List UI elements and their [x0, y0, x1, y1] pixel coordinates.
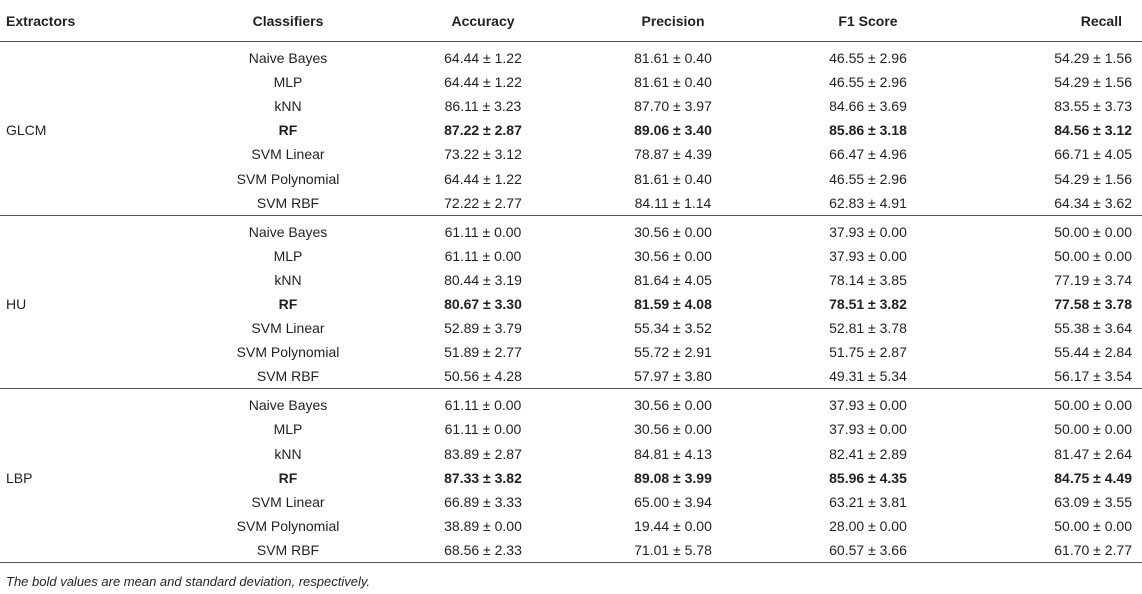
accuracy-cell: 52.89 ± 3.79: [444, 320, 522, 337]
accuracy-cell: 87.33 ± 3.82: [444, 469, 522, 486]
accuracy-cell: 61.11 ± 0.00: [444, 421, 522, 438]
header-classifiers: Classifiers: [188, 0, 388, 42]
header-extractors: Extractors: [0, 0, 188, 42]
accuracy-cell: 64.44 ± 1.22: [444, 74, 522, 91]
recall-cell: 54.29 ± 1.56: [1054, 74, 1132, 91]
f1-score-cell: 63.21 ± 3.81: [829, 493, 907, 510]
f1-score-cell: 51.75 ± 2.87: [829, 344, 907, 361]
accuracy-cell: 64.44 ± 1.22: [444, 170, 522, 187]
extractor-cell: HU: [0, 215, 188, 389]
precision-cell: 84.11 ± 1.14: [578, 191, 768, 216]
classifier-cell: SVM Linear: [251, 493, 325, 510]
accuracy-cell: 72.22 ± 2.77: [388, 191, 578, 216]
header-f1-score: F1 Score: [768, 0, 968, 42]
accuracy-cell: 86.11 ± 3.23: [444, 98, 522, 115]
header-precision: Precision: [578, 0, 768, 42]
classifier-cell: kNN: [274, 98, 302, 115]
precision-cell: 81.64 ± 4.05: [634, 271, 712, 288]
f1-score-cell: 46.55 ± 2.96: [829, 170, 907, 187]
accuracy-cell: 61.11 ± 0.00: [444, 223, 522, 240]
precision-cell: 19.44 ± 0.00: [634, 517, 712, 534]
classifier-cell: RF: [278, 122, 298, 139]
accuracy-cell: 80.44 ± 3.19: [444, 271, 522, 288]
recall-cell: 84.75 ± 4.49: [1054, 469, 1132, 486]
f1-score-cell: 82.41 ± 2.89: [829, 445, 907, 462]
classifier-cell: RF: [278, 295, 298, 312]
precision-cell: 65.00 ± 3.94: [634, 493, 712, 510]
classifier-cell: MLP: [273, 74, 303, 91]
classifier-cell: SVM Polynomial: [236, 517, 340, 534]
f1-score-cell: 37.93 ± 0.00: [829, 397, 907, 414]
f1-score-cell: 46.55 ± 2.96: [829, 74, 907, 91]
classifier-cell: SVM Polynomial: [236, 170, 340, 187]
accuracy-cell: 73.22 ± 3.12: [444, 146, 522, 163]
precision-cell: 81.61 ± 0.40: [634, 170, 712, 187]
precision-cell: 30.56 ± 0.00: [634, 421, 712, 438]
classifier-cell: SVM RBF: [188, 364, 388, 389]
f1-score-cell: 60.57 ± 3.66: [768, 538, 968, 563]
accuracy-cell: 61.11 ± 0.00: [444, 247, 522, 264]
precision-cell: 81.61 ± 0.40: [634, 74, 712, 91]
table-row: [0, 215, 1142, 244]
f1-score-cell: 46.55 ± 2.96: [829, 50, 907, 67]
recall-cell: 55.38 ± 3.64: [1054, 320, 1132, 337]
classifier-cell: MLP: [273, 421, 303, 438]
classifier-cell: SVM RBF: [188, 191, 388, 216]
precision-cell: 30.56 ± 0.00: [634, 397, 712, 414]
f1-score-cell: 37.93 ± 0.00: [829, 247, 907, 264]
precision-cell: 30.56 ± 0.00: [634, 223, 712, 240]
f1-score-cell: 85.86 ± 3.18: [829, 122, 907, 139]
recall-cell: 84.56 ± 3.12: [1054, 122, 1132, 139]
recall-cell: 50.00 ± 0.00: [1054, 247, 1132, 264]
precision-cell: 84.81 ± 4.13: [634, 445, 712, 462]
accuracy-cell: 87.22 ± 2.87: [444, 122, 522, 139]
recall-cell: 50.00 ± 0.00: [1054, 397, 1132, 414]
recall-cell: 63.09 ± 3.55: [1054, 493, 1132, 510]
recall-cell: 77.19 ± 3.74: [1054, 271, 1132, 288]
recall-cell: 81.47 ± 2.64: [1054, 445, 1132, 462]
f1-score-cell: 78.14 ± 3.85: [829, 271, 907, 288]
f1-score-cell: 49.31 ± 5.34: [768, 364, 968, 389]
recall-cell: 83.55 ± 3.73: [1054, 98, 1132, 115]
classifier-cell: kNN: [274, 271, 302, 288]
accuracy-cell: 51.89 ± 2.77: [444, 344, 522, 361]
precision-cell: 78.87 ± 4.39: [634, 146, 712, 163]
precision-cell: 89.06 ± 3.40: [634, 122, 712, 139]
precision-cell: 55.34 ± 3.52: [634, 320, 712, 337]
precision-cell: 30.56 ± 0.00: [634, 247, 712, 264]
classifier-cell: RF: [278, 469, 298, 486]
f1-score-cell: 85.96 ± 4.35: [829, 469, 907, 486]
header-row: [0, 0, 1142, 42]
accuracy-cell: 38.89 ± 0.00: [444, 517, 522, 534]
accuracy-cell: 68.56 ± 2.33: [388, 538, 578, 563]
recall-cell: 54.29 ± 1.56: [1054, 50, 1132, 67]
table-footnote: The bold values are mean and standard deviation, respectively.: [6, 574, 370, 589]
recall-cell: 55.44 ± 2.84: [1054, 344, 1132, 361]
recall-cell: 61.70 ± 2.77: [968, 538, 1142, 563]
classifier-cell: SVM RBF: [188, 538, 388, 563]
recall-cell: 54.29 ± 1.56: [1054, 170, 1132, 187]
f1-score-cell: 78.51 ± 3.82: [829, 295, 907, 312]
f1-score-cell: 84.66 ± 3.69: [829, 98, 907, 115]
classifier-cell: kNN: [274, 445, 302, 462]
accuracy-cell: 61.11 ± 0.00: [444, 397, 522, 414]
classifier-cell: SVM Polynomial: [236, 344, 340, 361]
precision-cell: 71.01 ± 5.78: [578, 538, 768, 563]
recall-cell: 50.00 ± 0.00: [1054, 223, 1132, 240]
f1-score-cell: 28.00 ± 0.00: [829, 517, 907, 534]
accuracy-cell: 50.56 ± 4.28: [388, 364, 578, 389]
f1-score-cell: 52.81 ± 3.78: [829, 320, 907, 337]
f1-score-cell: 66.47 ± 4.96: [829, 146, 907, 163]
accuracy-cell: 66.89 ± 3.33: [444, 493, 522, 510]
extractor-cell: GLCM: [0, 42, 188, 216]
classifier-cell: SVM Linear: [251, 146, 325, 163]
f1-score-cell: 62.83 ± 4.91: [768, 191, 968, 216]
recall-cell: 77.58 ± 3.78: [1054, 295, 1132, 312]
recall-cell: 64.34 ± 3.62: [968, 191, 1142, 216]
precision-cell: 89.08 ± 3.99: [634, 469, 712, 486]
precision-cell: 81.59 ± 4.08: [634, 295, 712, 312]
recall-cell: 50.00 ± 0.00: [1054, 517, 1132, 534]
extractor-cell: LBP: [0, 389, 188, 563]
f1-score-cell: 37.93 ± 0.00: [829, 421, 907, 438]
precision-cell: 57.97 ± 3.80: [578, 364, 768, 389]
table-row: [0, 42, 1142, 71]
accuracy-cell: 64.44 ± 1.22: [444, 50, 522, 67]
precision-cell: 87.70 ± 3.97: [634, 98, 712, 115]
precision-cell: 55.72 ± 2.91: [634, 344, 712, 361]
table-body: [0, 42, 1142, 563]
classifier-cell: Naive Bayes: [248, 223, 328, 240]
table-row: [0, 389, 1142, 418]
classifier-cell: Naive Bayes: [248, 50, 328, 67]
f1-score-cell: 37.93 ± 0.00: [829, 223, 907, 240]
header-recall: Recall: [968, 0, 1142, 42]
recall-cell: 56.17 ± 3.54: [968, 364, 1142, 389]
classifier-cell: SVM Linear: [251, 320, 325, 337]
accuracy-cell: 80.67 ± 3.30: [444, 295, 522, 312]
classifier-cell: MLP: [273, 247, 303, 264]
accuracy-cell: 83.89 ± 2.87: [444, 445, 522, 462]
recall-cell: 66.71 ± 4.05: [1054, 146, 1132, 163]
classifier-cell: Naive Bayes: [248, 397, 328, 414]
precision-cell: 81.61 ± 0.40: [634, 50, 712, 67]
recall-cell: 50.00 ± 0.00: [1054, 421, 1132, 438]
header-accuracy: Accuracy: [388, 0, 578, 42]
